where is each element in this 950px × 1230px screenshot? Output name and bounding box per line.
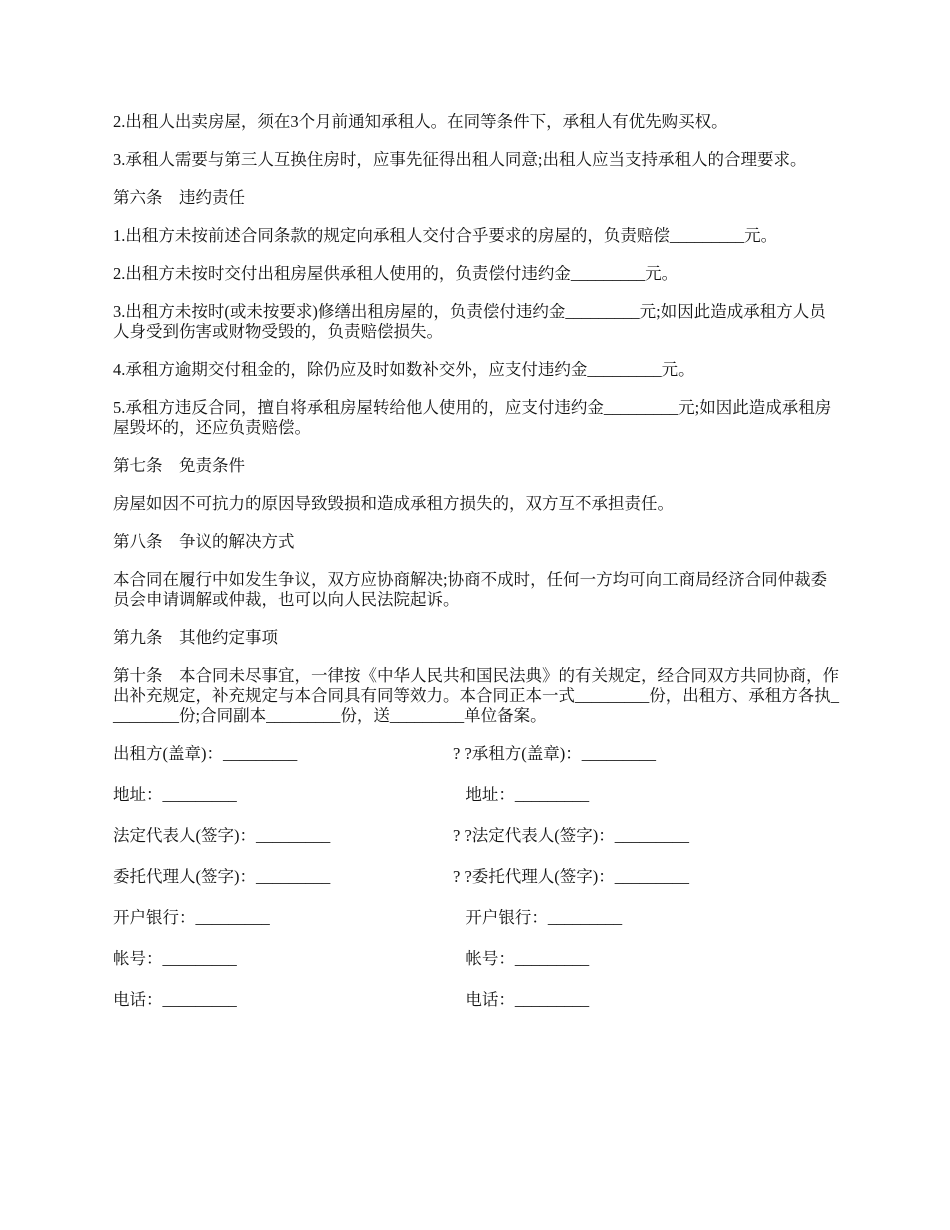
clause-paragraph: 2.出租方未按时交付出租房屋供承租人使用的，负责偿付违约金_________元。: [113, 264, 679, 283]
signature-row: [113, 908, 839, 928]
clause-paragraph: 3.出租方未按时(或未按要求)修缮出租房屋的，负责偿付违约金_________元;如因此造成承租方人员人身受到伤害或财物受毁的，负责赔偿损失。: [113, 302, 826, 341]
lessor-account-field: 帐号：_________: [113, 949, 237, 968]
signature-row: [113, 990, 839, 1010]
signature-row: [113, 949, 839, 969]
lessee-agent-field: ? ?委托代理人(签字)：_________: [453, 867, 690, 886]
lessor-phone-field: 电话：_________: [113, 990, 237, 1009]
lessee-phone-field: 电话：_________: [453, 990, 590, 1009]
clause-paragraph: 2.出租人出卖房屋，须在3个月前通知承租人。在同等条件下，承租人有优先购买权。: [113, 112, 728, 131]
lessee-address-field: 地址：_________: [453, 785, 590, 804]
signature-row: [113, 785, 839, 805]
signature-row: [113, 867, 839, 887]
signature-block: [113, 744, 839, 1010]
lessee-account-field: 帐号：_________: [453, 949, 590, 968]
document-body: [113, 112, 839, 1031]
clause-paragraph: 3.承租人需要与第三人互换住房时，应事先征得出租人同意;出租人应当支持承租人的合理要求。: [113, 150, 807, 169]
clause-paragraph: 房屋如因不可抗力的原因导致毁损和造成承租方损失的，双方互不承担责任。: [113, 494, 674, 513]
clause-paragraph: 第十条 本合同未尽事宜，一律按《中华人民共和国民法典》的有关规定，经合同双方共同协商，作出补充规定，补充规定与本合同具有同等效力。本合同正本一式_________份，出租方、承租方各执_________份;合同副本_________份，送_________单位备案。: [113, 666, 839, 725]
lessee-bank-field: 开户银行：_________: [453, 908, 623, 927]
lessor-legal-rep-field: 法定代表人(签字)：_________: [113, 826, 331, 845]
lessor-agent-field: 委托代理人(签字)：_________: [113, 867, 331, 886]
article-heading: 第七条 免责条件: [113, 456, 245, 475]
lessor-address-field: 地址：_________: [113, 785, 237, 804]
clause-paragraph: 4.承租方逾期交付租金的，除仍应及时如数补交外，应支付违约金_________元。: [113, 360, 695, 379]
article-heading: 第八条 争议的解决方式: [113, 532, 295, 551]
lessor-seal-field: 出租方(盖章)：_________: [113, 744, 298, 763]
signature-row: [113, 826, 839, 846]
signature-row: [113, 744, 839, 764]
lessee-seal-field: ? ?承租方(盖章)：_________: [453, 744, 657, 763]
clause-paragraph: 1.出租方未按前述合同条款的规定向承租人交付合乎要求的房屋的，负责赔偿_________元。: [113, 226, 778, 245]
article-heading: 第九条 其他约定事项: [113, 628, 278, 647]
lessor-bank-field: 开户银行：_________: [113, 908, 270, 927]
clause-paragraph: 5.承租方违反合同，擅自将承租房屋转给他人使用的，应支付违约金_________元;如因此造成承租房屋毁坏的，还应负责赔偿。: [113, 398, 832, 437]
article-heading: 第六条 违约责任: [113, 188, 245, 207]
clause-paragraph: 本合同在履行中如发生争议，双方应协商解决;协商不成时，任何一方均可向工商局经济合同仲裁委员会申请调解或仲裁，也可以向人民法院起诉。: [113, 570, 828, 609]
lessee-legal-rep-field: ? ?法定代表人(签字)：_________: [453, 826, 690, 845]
